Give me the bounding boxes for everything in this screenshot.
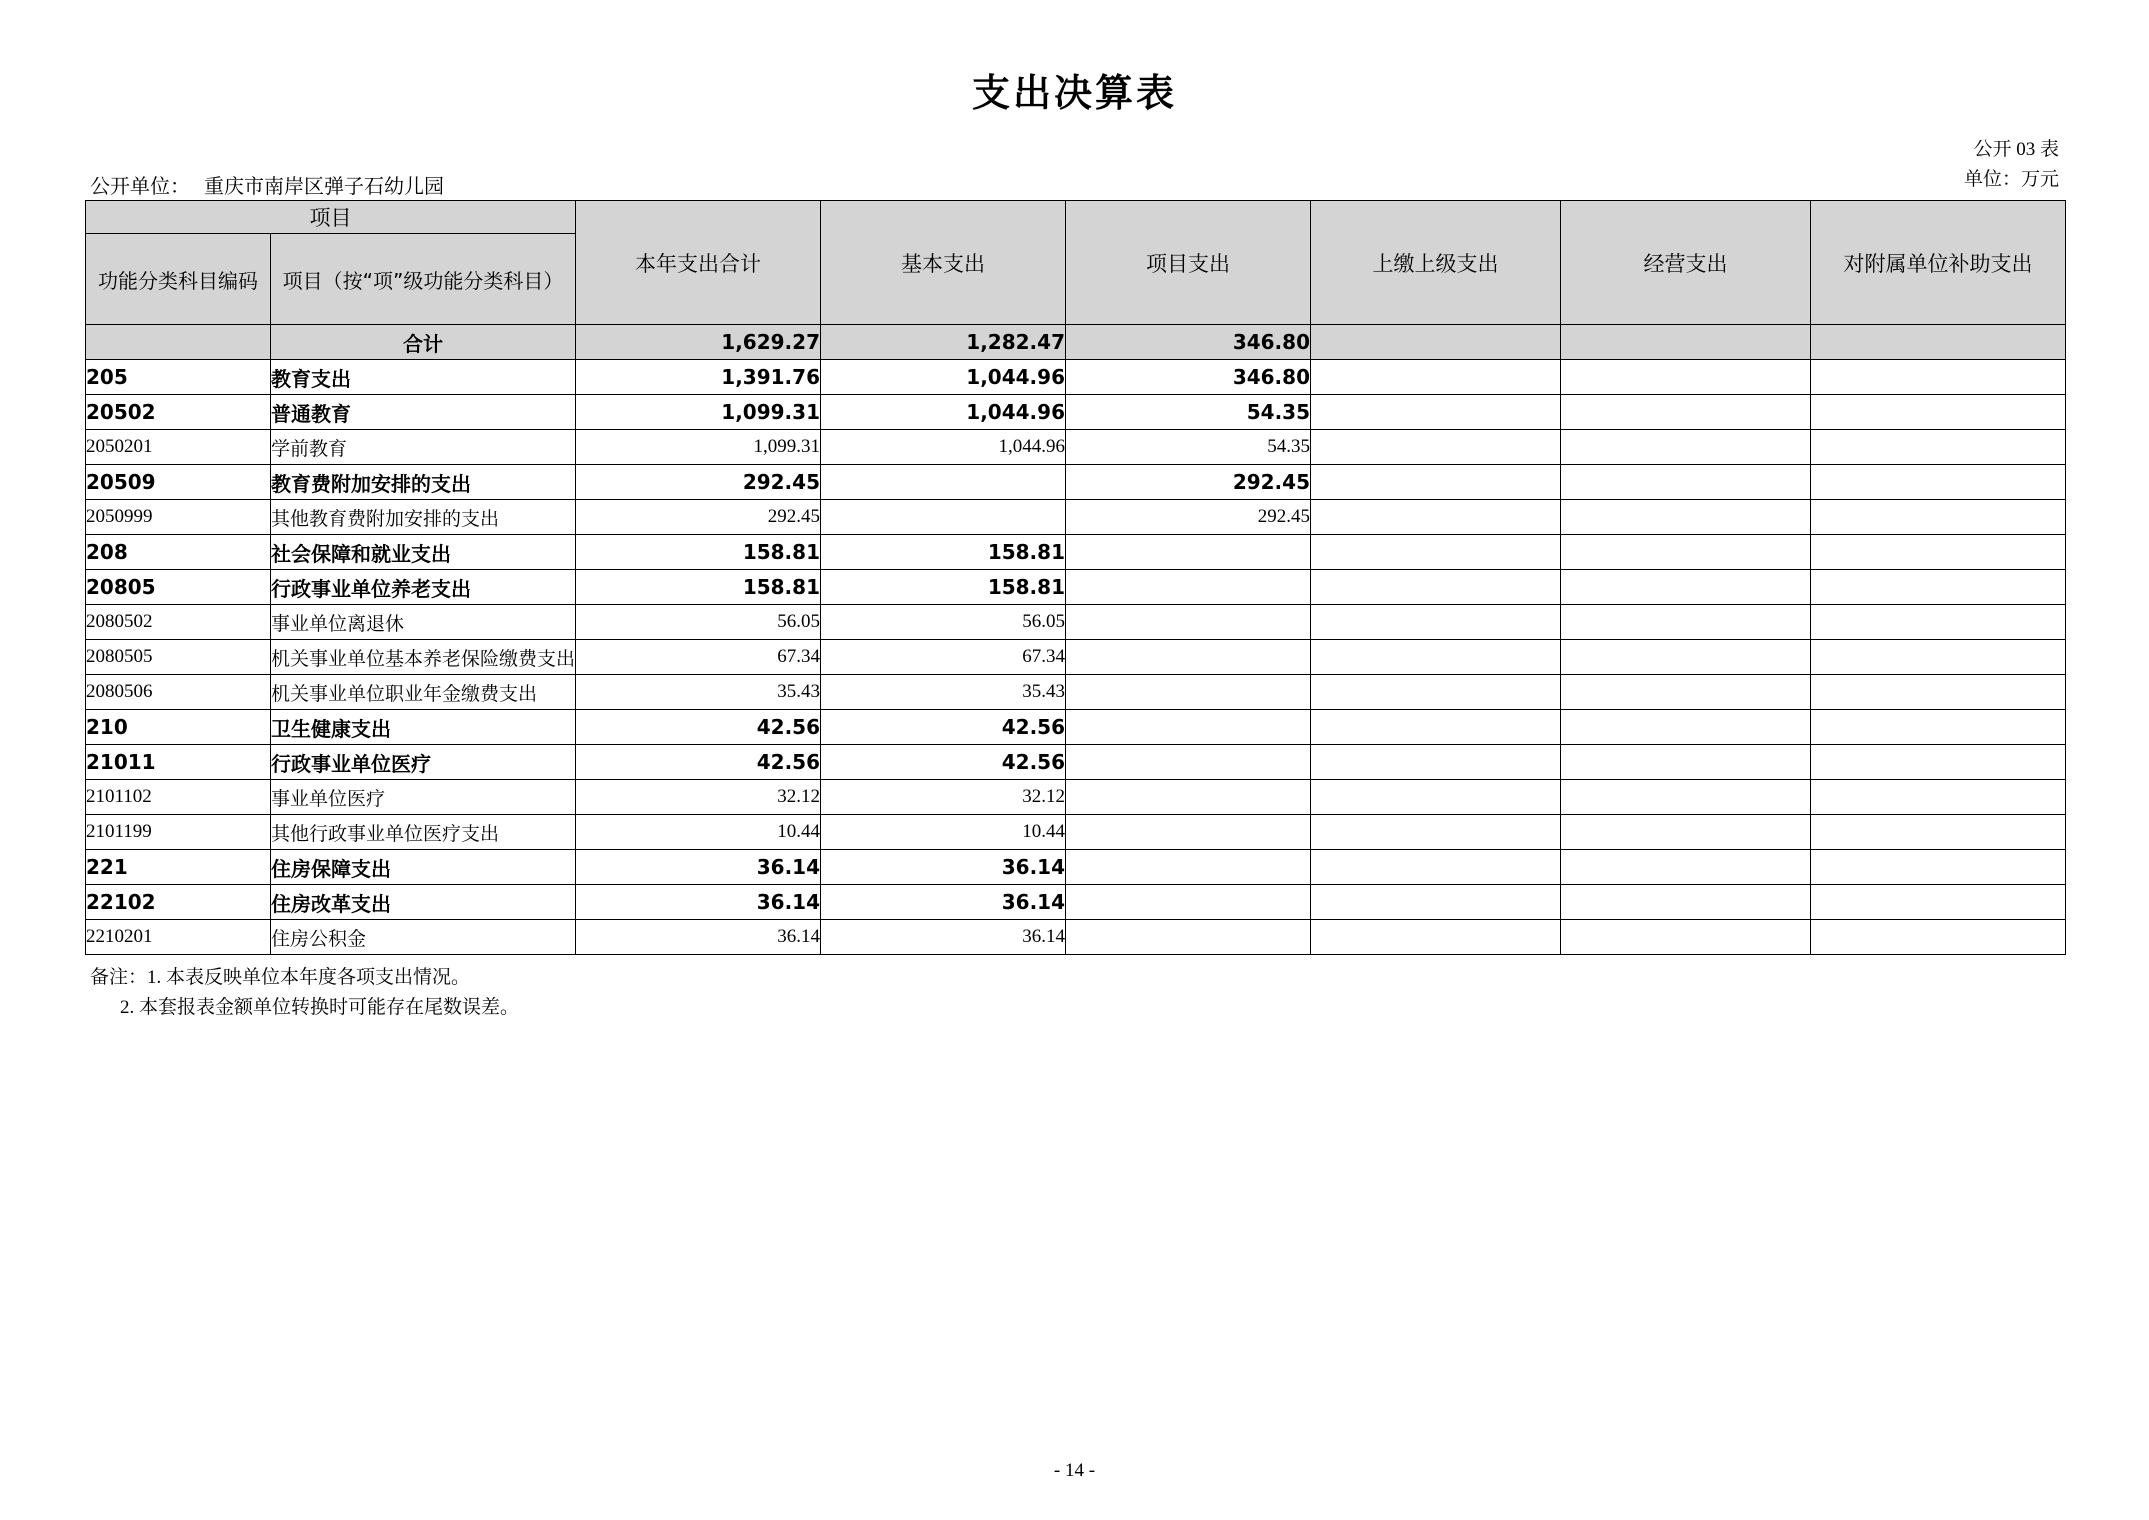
- cell-name: 卫生健康支出: [271, 710, 576, 745]
- cell-operating: [1561, 780, 1811, 815]
- cell-total: 10.44: [576, 815, 821, 850]
- cell-name: 其他行政事业单位医疗支出: [271, 815, 576, 850]
- cell-total: 1,099.31: [576, 395, 821, 430]
- cell-name: 合计: [271, 325, 576, 360]
- cell-project: [1066, 675, 1311, 710]
- cell-upper: [1311, 885, 1561, 920]
- cell-name: 住房公积金: [271, 920, 576, 955]
- cell-name: 行政事业单位医疗: [271, 745, 576, 780]
- cell-subsidy: [1811, 710, 2066, 745]
- cell-name: 事业单位医疗: [271, 780, 576, 815]
- cell-name: 机关事业单位基本养老保险缴费支出: [271, 640, 576, 675]
- cell-total: 1,629.27: [576, 325, 821, 360]
- column-header-code: 功能分类科目编码: [86, 234, 271, 325]
- table-row: [86, 570, 2066, 605]
- cell-subsidy: [1811, 325, 2066, 360]
- cell-code: 2080502: [86, 605, 271, 640]
- cell-upper: [1311, 395, 1561, 430]
- cell-upper: [1311, 430, 1561, 465]
- cell-project: [1066, 570, 1311, 605]
- cell-basic: 158.81: [821, 570, 1066, 605]
- cell-code: 210: [86, 710, 271, 745]
- cell-operating: [1561, 395, 1811, 430]
- cell-project: [1066, 815, 1311, 850]
- cell-total: 292.45: [576, 465, 821, 500]
- cell-name: 事业单位离退休: [271, 605, 576, 640]
- cell-operating: [1561, 885, 1811, 920]
- cell-upper: [1311, 850, 1561, 885]
- cell-upper: [1311, 675, 1561, 710]
- cell-subsidy: [1811, 640, 2066, 675]
- cell-total: 158.81: [576, 535, 821, 570]
- cell-upper: [1311, 815, 1561, 850]
- cell-project: 54.35: [1066, 395, 1311, 430]
- cell-operating: [1561, 850, 1811, 885]
- cell-upper: [1311, 325, 1561, 360]
- table-row: [86, 605, 2066, 640]
- cell-basic: 36.14: [821, 885, 1066, 920]
- cell-code: 22102: [86, 885, 271, 920]
- cell-upper: [1311, 640, 1561, 675]
- cell-basic: 1,282.47: [821, 325, 1066, 360]
- cell-operating: [1561, 325, 1811, 360]
- cell-basic: 36.14: [821, 850, 1066, 885]
- cell-total: 36.14: [576, 885, 821, 920]
- cell-basic: 42.56: [821, 710, 1066, 745]
- table-row: [86, 430, 2066, 465]
- cell-code: 20509: [86, 465, 271, 500]
- cell-code: [86, 325, 271, 360]
- table-row: [86, 745, 2066, 780]
- cell-total: 67.34: [576, 640, 821, 675]
- cell-subsidy: [1811, 815, 2066, 850]
- cell-operating: [1561, 535, 1811, 570]
- cell-subsidy: [1811, 430, 2066, 465]
- publisher-label: 公开单位：: [90, 176, 190, 198]
- cell-basic: 1,044.96: [821, 395, 1066, 430]
- cell-operating: [1561, 710, 1811, 745]
- cell-basic: 67.34: [821, 640, 1066, 675]
- cell-upper: [1311, 780, 1561, 815]
- cell-code: 2080505: [86, 640, 271, 675]
- expenditure-table: [85, 200, 2066, 955]
- table-row: [86, 675, 2066, 710]
- cell-name: 教育支出: [271, 360, 576, 395]
- cell-total: 42.56: [576, 745, 821, 780]
- cell-name: 教育费附加安排的支出: [271, 465, 576, 500]
- cell-operating: [1561, 500, 1811, 535]
- cell-project: [1066, 640, 1311, 675]
- unit-measure: 单位：万元: [1963, 169, 2059, 190]
- note-line-2: 2. 本套报表金额单位转换时可能存在尾数误差。: [120, 997, 520, 1018]
- cell-operating: [1561, 360, 1811, 395]
- cell-operating: [1561, 570, 1811, 605]
- table-row: [86, 360, 2066, 395]
- cell-basic: [821, 500, 1066, 535]
- table-row: [86, 850, 2066, 885]
- cell-project: 292.45: [1066, 500, 1311, 535]
- column-header-upper: 上缴上级支出: [1311, 201, 1561, 325]
- cell-total: 1,099.31: [576, 430, 821, 465]
- column-header-name: 项目（按“项”级功能分类科目）: [271, 234, 576, 325]
- cell-code: 2210201: [86, 920, 271, 955]
- cell-operating: [1561, 430, 1811, 465]
- table-row: [86, 325, 2066, 360]
- cell-operating: [1561, 920, 1811, 955]
- cell-operating: [1561, 675, 1811, 710]
- cell-project: 346.80: [1066, 360, 1311, 395]
- cell-subsidy: [1811, 360, 2066, 395]
- cell-operating: [1561, 745, 1811, 780]
- cell-project: [1066, 710, 1311, 745]
- cell-operating: [1561, 815, 1811, 850]
- cell-upper: [1311, 710, 1561, 745]
- cell-code: 2050201: [86, 430, 271, 465]
- cell-subsidy: [1811, 675, 2066, 710]
- document-meta-right: [1964, 135, 2059, 195]
- publisher-line: [90, 170, 444, 199]
- cell-total: 36.14: [576, 850, 821, 885]
- note-line-1: 备注：1. 本表反映单位本年度各项支出情况。: [90, 967, 471, 988]
- cell-upper: [1311, 570, 1561, 605]
- cell-basic: 158.81: [821, 535, 1066, 570]
- publisher-name: 重庆市南岸区弹子石幼儿园: [204, 176, 444, 198]
- table-row: [86, 885, 2066, 920]
- cell-upper: [1311, 465, 1561, 500]
- cell-basic: 1,044.96: [821, 360, 1066, 395]
- cell-basic: 32.12: [821, 780, 1066, 815]
- cell-subsidy: [1811, 605, 2066, 640]
- column-header-total: 本年支出合计: [576, 201, 821, 325]
- cell-code: 2050999: [86, 500, 271, 535]
- cell-upper: [1311, 745, 1561, 780]
- cell-operating: [1561, 465, 1811, 500]
- cell-project: 292.45: [1066, 465, 1311, 500]
- column-group-header: 项目: [86, 201, 576, 234]
- cell-project: [1066, 605, 1311, 640]
- table-row: [86, 500, 2066, 535]
- table-row: [86, 640, 2066, 675]
- cell-project: [1066, 920, 1311, 955]
- cell-subsidy: [1811, 570, 2066, 605]
- cell-subsidy: [1811, 885, 2066, 920]
- cell-name: 社会保障和就业支出: [271, 535, 576, 570]
- cell-code: 221: [86, 850, 271, 885]
- cell-name: 机关事业单位职业年金缴费支出: [271, 675, 576, 710]
- cell-upper: [1311, 500, 1561, 535]
- table-row: [86, 535, 2066, 570]
- cell-code: 208: [86, 535, 271, 570]
- cell-name: 普通教育: [271, 395, 576, 430]
- cell-total: 1,391.76: [576, 360, 821, 395]
- cell-total: 292.45: [576, 500, 821, 535]
- cell-code: 205: [86, 360, 271, 395]
- column-header-basic: 基本支出: [821, 201, 1066, 325]
- cell-total: 42.56: [576, 710, 821, 745]
- cell-total: 158.81: [576, 570, 821, 605]
- cell-subsidy: [1811, 850, 2066, 885]
- cell-name: 住房改革支出: [271, 885, 576, 920]
- cell-upper: [1311, 605, 1561, 640]
- cell-project: [1066, 885, 1311, 920]
- cell-subsidy: [1811, 745, 2066, 780]
- cell-project: [1066, 535, 1311, 570]
- cell-code: 20502: [86, 395, 271, 430]
- table-header-row-1: [86, 201, 2066, 234]
- cell-subsidy: [1811, 465, 2066, 500]
- cell-code: 20805: [86, 570, 271, 605]
- cell-project: [1066, 850, 1311, 885]
- cell-code: 2080506: [86, 675, 271, 710]
- cell-basic: 36.14: [821, 920, 1066, 955]
- cell-project: 346.80: [1066, 325, 1311, 360]
- page-number: - 14 -: [1053, 1460, 1096, 1481]
- cell-subsidy: [1811, 920, 2066, 955]
- cell-code: 2101102: [86, 780, 271, 815]
- cell-upper: [1311, 920, 1561, 955]
- cell-basic: 42.56: [821, 745, 1066, 780]
- cell-project: [1066, 780, 1311, 815]
- cell-total: 32.12: [576, 780, 821, 815]
- cell-project: 54.35: [1066, 430, 1311, 465]
- table-row: [86, 465, 2066, 500]
- cell-name: 学前教育: [271, 430, 576, 465]
- table-notes: [90, 963, 519, 1023]
- form-number: 公开 03 表: [1973, 139, 2059, 160]
- table-row: [86, 710, 2066, 745]
- cell-name: 住房保障支出: [271, 850, 576, 885]
- cell-subsidy: [1811, 500, 2066, 535]
- column-header-project: 项目支出: [1066, 201, 1311, 325]
- table-row: [86, 395, 2066, 430]
- column-header-subsidy: 对附属单位补助支出: [1811, 201, 2066, 325]
- cell-basic: 56.05: [821, 605, 1066, 640]
- cell-subsidy: [1811, 395, 2066, 430]
- cell-operating: [1561, 605, 1811, 640]
- table-row: [86, 780, 2066, 815]
- cell-project: [1066, 745, 1311, 780]
- table-row: [86, 920, 2066, 955]
- cell-upper: [1311, 360, 1561, 395]
- cell-name: 其他教育费附加安排的支出: [271, 500, 576, 535]
- cell-upper: [1311, 535, 1561, 570]
- cell-total: 35.43: [576, 675, 821, 710]
- cell-name: 行政事业单位养老支出: [271, 570, 576, 605]
- page-title: 支出决算表: [971, 71, 1177, 115]
- cell-basic: [821, 465, 1066, 500]
- cell-total: 36.14: [576, 920, 821, 955]
- cell-subsidy: [1811, 780, 2066, 815]
- cell-operating: [1561, 640, 1811, 675]
- column-header-operating: 经营支出: [1561, 201, 1811, 325]
- cell-basic: 35.43: [821, 675, 1066, 710]
- cell-subsidy: [1811, 535, 2066, 570]
- cell-code: 2101199: [86, 815, 271, 850]
- table-row: [86, 815, 2066, 850]
- cell-basic: 10.44: [821, 815, 1066, 850]
- cell-code: 21011: [86, 745, 271, 780]
- cell-total: 56.05: [576, 605, 821, 640]
- cell-basic: 1,044.96: [821, 430, 1066, 465]
